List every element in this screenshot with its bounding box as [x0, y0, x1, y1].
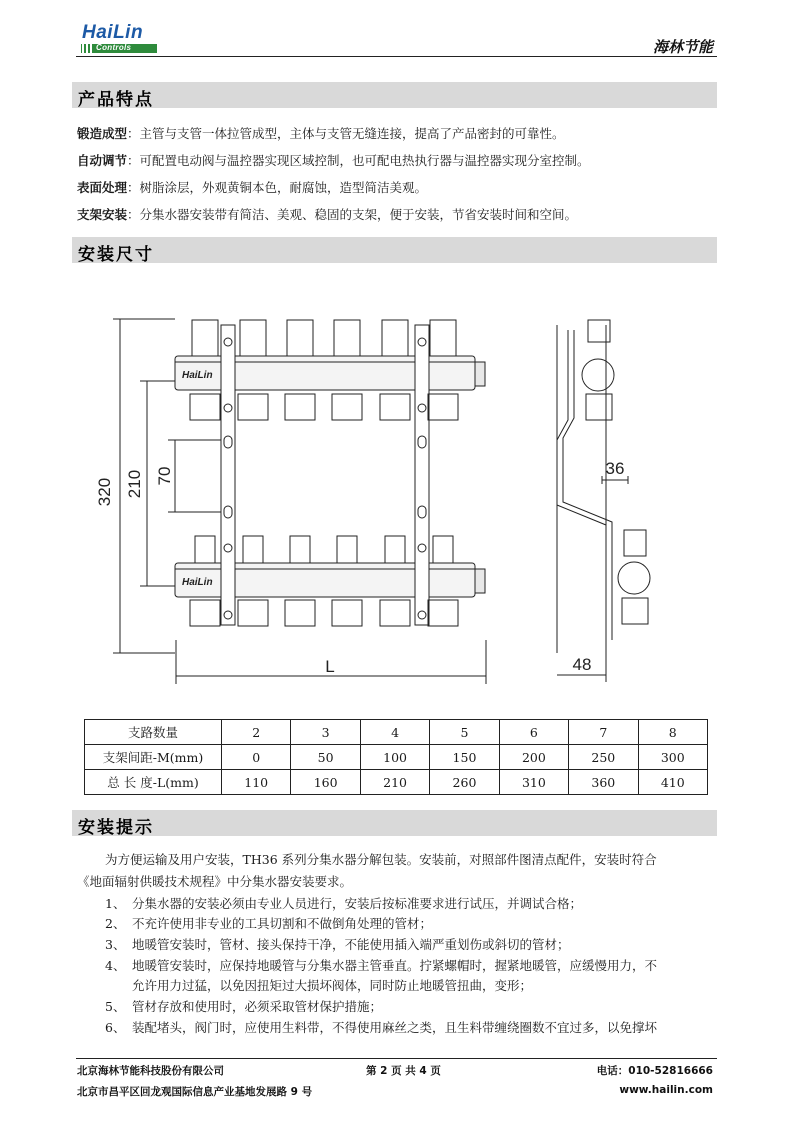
table-row [85, 745, 708, 770]
dim-label-L: L [325, 657, 335, 676]
table-cell: 410 [638, 770, 707, 795]
table-cell: 200 [499, 745, 568, 770]
table-cell: 6 [499, 720, 568, 745]
bar-logo-top: HaiLin [182, 370, 213, 381]
footer-website[interactable]: www.hailin.com [619, 1084, 713, 1096]
dim-label-36: 36 [605, 459, 625, 478]
table-cell: 300 [638, 745, 707, 770]
tip-number: 5、 [105, 999, 126, 1014]
table-cell: 360 [569, 770, 638, 795]
table-cell: 50 [291, 745, 360, 770]
bar-logo-bottom: HaiLin [182, 577, 213, 588]
spec-table [84, 719, 708, 795]
tips-intro-line1: 为方便运输及用户安装，TH36 系列分集水器分解包装。安装前，对照部件图清点配件，安装时符合 [105, 852, 657, 867]
table-cell: 5 [430, 720, 499, 745]
table-cell: 260 [430, 770, 499, 795]
tips-intro-line2: 《地面辐射供暖技术规程》中分集水器安装要求。 [77, 874, 353, 889]
table-cell: 210 [360, 770, 429, 795]
feature-label: 锻造成型 [77, 126, 128, 141]
tip-number: 3、 [105, 937, 126, 952]
tip-text: 地暖管安装时，管材、接头保持干净，不能使用插入端严重划伤或斜切的管材； [132, 937, 570, 952]
brand-name: 海林节能 [652, 38, 713, 56]
feature-label: 自动调节 [77, 153, 128, 168]
section-bar-tips [72, 810, 717, 836]
feature-text: ：可配置电动阀与温控器实现区域控制，也可配电热执行器与温控器实现分室控制。 [127, 153, 590, 168]
feature-label: 支架安装 [77, 207, 128, 222]
logo-subtitle: Controls [96, 43, 132, 52]
table-cell: 250 [569, 745, 638, 770]
table-cell: 100 [360, 745, 429, 770]
tip-number: 4、 [105, 958, 126, 973]
table-cell: 7 [569, 720, 638, 745]
feature-text: ：分集水器安装带有简洁、美观、稳固的支架，便于安装，节省安装时间和空间。 [127, 207, 578, 222]
table-cell: 8 [638, 720, 707, 745]
dim-label-70: 70 [155, 466, 174, 486]
logo-wordmark: HaiLin [82, 22, 144, 43]
table-cell: 310 [499, 770, 568, 795]
table-cell: 3 [291, 720, 360, 745]
footer-company: 北京海林节能科技股份有限公司 [77, 1065, 224, 1077]
tip-number: 2、 [105, 916, 126, 931]
tip-text: 装配堵头，阀门时，应使用生料带，不得使用麻丝之类，且生料带缠绕圈数不宜过多，以免撑坏 [132, 1020, 658, 1035]
footer-address: 北京市昌平区回龙观国际信息产业基地发展路 9 号 [77, 1086, 313, 1098]
tip-text: 地暖管安装时，应保持地暖管与分集水器主管垂直。拧紧螺帽时，握紧地暖管，应缓慢用力，不 [132, 958, 658, 973]
tip-text: 允许用力过猛，以免因扭矩过大损坏阀体，同时防止地暖管扭曲，变形； [132, 978, 533, 993]
row-header: 支路数量 [85, 720, 222, 745]
footer-divider [76, 1058, 717, 1059]
feature-text: ：主管与支管一体拉管成型，主体与支管无缝连接，提高了产品密封的可靠性。 [127, 126, 565, 141]
section-title-dimensions: 安装尺寸 [78, 245, 154, 265]
tip-number: 6、 [105, 1020, 126, 1035]
dim-label-210: 210 [125, 469, 144, 499]
feature-label: 表面处理 [77, 180, 128, 195]
table-cell: 4 [360, 720, 429, 745]
table-row [85, 770, 708, 795]
feature-text: ：树脂涂层，外观黄铜本色，耐腐蚀，造型简洁美观。 [127, 180, 428, 195]
row-header: 支架间距-M(mm) [85, 745, 222, 770]
table-cell: 110 [222, 770, 291, 795]
tip-text: 管材存放和使用时，必须采取管材保护措施； [132, 999, 383, 1014]
section-title-tips: 安装提示 [78, 818, 154, 838]
dim-label-320: 320 [95, 477, 114, 507]
dim-label-48: 48 [572, 655, 592, 674]
section-title-features: 产品特点 [78, 90, 154, 110]
footer-page-number: 第 2 页 共 4 页 [366, 1065, 441, 1077]
table-cell: 2 [222, 720, 291, 745]
tip-number: 1、 [105, 896, 126, 911]
tip-text: 不充许使用非专业的工具切割和不做倒角处理的管材； [132, 916, 433, 931]
row-header: 总 长 度-L(mm) [85, 770, 222, 795]
table-cell: 150 [430, 745, 499, 770]
footer-phone: 电话：010-52816666 [596, 1065, 713, 1077]
table-row [85, 720, 708, 745]
table-cell: 0 [222, 745, 291, 770]
tip-text: 分集水器的安装必须由专业人员进行，安装后按标准要求进行试压，并调试合格； [132, 896, 583, 911]
table-cell: 160 [291, 770, 360, 795]
